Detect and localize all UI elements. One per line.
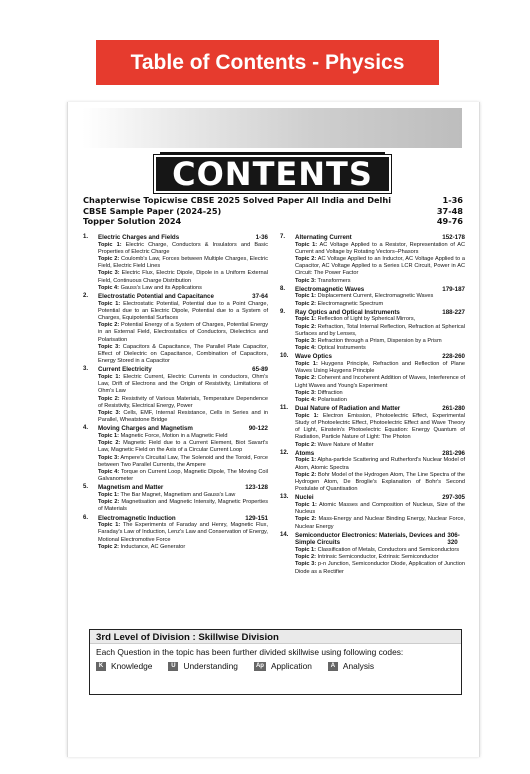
topic-line [98,301,268,323]
chapter-body [98,234,268,292]
topic-text: Magnetic Field due to a Current Element, Biot Savart's Law, Magnetic Field on the Axis of a Circular Current Loop [98,440,268,454]
topic-label: Topic 2: [295,516,317,523]
topic-label: Topic 2: [98,395,120,402]
top-item-title: Chapterwise Topicwise CBSE 2025 Solved Paper All India and Delhi [83,195,392,205]
topic-line [295,293,465,300]
chapter-entry [83,293,268,365]
topic-text: Cells, EMF, Internal Resistance, Cells in Series and in Parallel, Wheatstone Bridge [98,410,268,424]
chapter-pages: 281-296 [442,449,465,457]
topic-text: Displacement Current, Electromagnetic Waves [316,293,434,300]
topic-line [98,410,268,424]
top-item-pages: 49-76 [436,216,463,226]
topic-label: Topic 3: [295,277,317,284]
topic-text: Bohr Model of the Hydrogen Atom, The Line Spectra of the Hydrogen Atom, De Broglie's Explanation of Bohr's Second Postulate of Quantisation [295,471,465,493]
chapter-entry [83,234,268,292]
chapter-number: 3. [83,366,89,373]
contents-page [67,102,480,757]
topic-text: Coulomb's Law, Forces between Multiple Charges, Electric Field, Electric Field Lines [98,256,268,270]
topic-label: Topic 1: [295,547,317,554]
chapter-pages: 37-64 [252,293,268,301]
topic-label: Topic 1: [98,241,122,248]
topic-text: Magnetisation and Magnetic Intensity, Magnetic Properties of Materials [98,499,268,513]
topic-text: Electric Current, Electric Currents in conductors, Ohm's Law, Drift of Electrons and the Origin of Resistivity, Limitations of Ohm's Law [98,374,268,395]
topic-line [295,345,465,352]
topic-label: Topic 3: [98,454,120,461]
chapter-heading [295,353,465,361]
topic-line [295,547,465,554]
topic-label: Topic 2: [98,322,120,329]
topic-label: Topic 2: [98,543,120,550]
topic-line [98,242,268,256]
skillwise-description: Each Question in the topic has been further divided skillwise using following codes: [96,647,404,657]
chapter-pages: 261-280 [442,405,465,413]
chapter-heading [295,405,465,413]
chapter-pages: 123-128 [245,484,268,492]
chapter-title: Current Electricity [98,366,152,374]
chapter-number: 8. [280,285,286,292]
topic-line [295,516,465,530]
chapter-body [98,515,268,551]
topic-line [295,256,465,278]
top-item-title: Topper Solution 2024 [83,216,182,226]
topic-label: Topic 3: [295,338,317,345]
top-item [83,216,463,227]
topic-line [295,301,465,308]
topic-line [98,455,268,469]
chapter-body [98,366,268,424]
chapter-body [295,286,465,308]
top-item-pages: 37-48 [436,205,463,216]
topic-label: Topic 2: [295,554,317,561]
chapter-body [98,484,268,513]
topic-text: The Bar Magnet, Magnetism and Gauss's Law [119,492,236,499]
chapter-pages: 179-187 [442,285,465,293]
topic-label: Topic 2: [295,256,317,262]
topic-label: Topic 1: [295,293,317,300]
topic-label: Topic 3: [98,410,121,417]
decorative-header-bar [82,108,462,148]
topic-text: Wave Nature of Matter [316,441,374,448]
chapter-heading [295,234,465,242]
topic-text: Polarisation [316,397,347,404]
chapter-entry [83,366,268,424]
code-label: Analysis [342,661,375,671]
topic-line [295,472,465,494]
chapter-body [295,494,465,530]
chapter-entry [83,425,268,483]
top-item [83,195,463,206]
topic-text: Electric Flux, Electric Dipole, Dipole in a Uniform External Field, Continuous Charge Distribution [98,270,268,284]
chapter-title: Magnetism and Matter [98,484,164,492]
contents-heading: CONTENTS [154,155,391,193]
topic-line [98,285,268,292]
chapter-body [295,532,465,576]
chapter-title: Ray Optics and Optical Instruments [295,308,400,316]
skill-codes [90,659,461,673]
topic-label: Topic 2: [295,471,317,478]
topic-text: Optical Instruments [316,345,366,352]
topic-label: Topic 1: [98,374,121,381]
topic-label: Topic 3: [295,561,317,568]
chapter-title: Electric Charges and Fields [98,234,180,241]
topic-line [295,502,465,516]
chapter-number: 7. [280,234,286,240]
topic-text: p-n Junction, Semiconductor Diode, Application of Junction Diode as a Rectifier [295,561,466,575]
chapter-number: 14. [280,531,289,538]
top-item-pages: 1-36 [442,195,463,205]
topic-label: Topic 1: [295,241,318,248]
chapter-number: 10. [280,353,289,360]
topic-text: The Experiments of Faraday and Henry, Magnetic Flux, Faraday's Law of Induction, Lenz's Law and Conservation of Energy, Motional Electromotive Force [98,522,268,543]
topic-text: Magnetic Force, Motion in a Magnetic Field [119,433,228,440]
topic-text: Potential Energy of a System of Charges, Potential Energy in an External Field, Electrostatics of Conductors, Dielectrics and Polarisation [98,322,268,343]
right-chapter-column [280,234,465,577]
topic-text: Intrinsic Semiconductor, Extrinsic Semiconductor [316,554,439,561]
top-item [83,206,463,217]
skillwise-title: 3rd Level of Division : Skillwise Division [90,630,461,644]
page-banner: Table of Contents - Physics [96,40,439,85]
topic-label: Topic 2: [295,375,317,382]
topic-line [98,544,268,551]
topic-text: Mass-Energy and Nuclear Binding Energy, Nuclear Force, Nuclear Energy [295,516,465,530]
topic-label: Topic 4: [98,284,120,291]
topic-text: Ampere's Circuital Law, The Solenoid and the Toroid, Force between Two Parallel Currents, the Ampere [98,454,268,468]
topic-line [295,397,465,404]
chapter-heading [295,450,465,458]
topic-line [295,316,465,323]
topic-text: AC Voltage Applied to an Inductor, AC Voltage Applied to a Capacitor, AC Voltage Applied to a Series LCR Circuit, Power in AC Circuit: The Power Factor [295,256,465,277]
chapter-pages: 297-305 [442,494,465,502]
chapter-entry [280,234,465,285]
chapter-number: 5. [83,484,89,491]
chapter-pages: 90-122 [248,425,268,433]
chapter-heading [295,532,465,547]
chapter-entry [280,405,465,449]
chapter-entry [280,450,465,494]
chapter-heading [295,494,465,502]
skill-code-knowledge [96,661,152,671]
topic-line [98,396,268,410]
chapter-number: 13. [280,494,289,501]
topic-line [295,457,465,471]
chapter-title: Alternating Current [295,234,352,241]
topic-text: Electromagnetic Spectrum [316,300,384,307]
chapter-body [295,234,465,285]
topic-line [295,413,465,442]
chapter-pages: 65-89 [252,366,268,374]
chapter-pages: 129-151 [245,514,268,522]
topic-text: Inductance, AC Generator [119,543,186,550]
topic-line [295,338,465,345]
topic-text: Huygens Principle, Refraction and Reflection of Plane Waves Using Huygens Principle [295,361,466,375]
chapter-pages: 152-178 [442,234,465,241]
skill-code-analysis [328,661,374,671]
chapter-heading [98,293,268,301]
topic-label: Topic 1: [295,502,317,509]
chapter-heading [295,309,465,317]
chapter-heading [98,366,268,374]
chapter-number: 9. [280,308,286,315]
chapter-title: Moving Charges and Magnetism [98,425,193,433]
topic-line [295,242,465,256]
topic-text: Coherent and Incoherent Addition of Waves, Interference of Light Waves and Young's Experiment [295,375,465,389]
topic-line [295,442,465,449]
topic-line [295,278,465,285]
topic-line [295,361,465,375]
code-label: Understanding [183,661,238,671]
chapter-body [98,425,268,483]
chapter-title: Atoms [295,449,315,457]
chapter-heading [98,425,268,433]
topic-text: Reflection of Light by Spherical Mirrors, [316,316,416,323]
chapter-entry [280,494,465,530]
topic-label: Topic 2: [295,441,317,448]
left-chapter-column [83,234,268,577]
topic-label: Topic 3: [98,343,121,350]
chapter-body [295,450,465,494]
chapter-heading [98,515,268,523]
skillwise-division-box [89,629,462,695]
topic-label: Topic 4: [295,345,317,352]
topic-label: Topic 1: [295,412,319,419]
chapter-title: Electromagnetic Induction [98,514,176,522]
chapter-body [295,405,465,449]
topic-line [98,492,268,499]
chapter-heading [98,484,268,492]
topic-line [98,499,268,513]
chapter-title: Semiconductor Electronics: Materials, Devices and Simple Circuits [295,531,446,547]
topic-line [98,344,268,366]
topic-label: Topic 1: [98,300,121,307]
skill-code-application [254,661,312,671]
code-badge: A [328,662,338,671]
topic-label: Topic 2: [98,499,120,506]
chapter-number: 4. [83,425,89,432]
chapter-body [295,309,465,353]
chapter-entry [83,484,268,513]
chapter-title: Electrostatic Potential and Capacitance [98,293,214,301]
code-badge: U [168,662,178,671]
topic-text: Atomic Masses and Composition of Nucleus, Size of the Nucleus [295,502,465,516]
chapter-entry [83,515,268,551]
topic-label: Topic 1: [98,522,121,529]
topic-text: Refraction through a Prism, Dispersion by a Prism [316,338,442,345]
topic-line [98,522,268,544]
chapter-entry [280,353,465,404]
chapter-pages: 228-260 [442,353,465,361]
topic-text: Torque on Current Loop, Magnetic Dipole, The Moving Coil Galvanometer [98,469,268,483]
topic-line [295,554,465,561]
topic-label: Topic 1: [295,457,317,464]
chapter-heading [295,286,465,294]
topic-text: Diffraction [316,389,343,396]
topic-text: Classification of Metals, Conductors and Semiconductors [316,547,460,554]
chapter-entry [280,286,465,308]
topic-line [295,375,465,389]
chapter-entry [280,532,465,576]
topic-text: AC Voltage Applied to a Resistor, Representation of AC Current and Voltage by Rotating Vectors–Phasors [295,241,465,255]
topic-line [98,433,268,440]
chapter-entry [280,309,465,353]
topic-text: Refraction, Total Internal Reflection, Refraction at Spherical Surfaces and by Lenses, [295,323,465,337]
topic-text: Electric Charge, Conductors & Insulators and Basic Properties of Electric Charge [98,241,268,255]
chapter-number: 12. [280,449,289,456]
topic-text: Transformers [316,277,351,284]
skill-code-understanding [168,661,237,671]
chapter-body [295,353,465,404]
topic-line [98,256,268,270]
chapter-pages: 306-320 [447,531,460,547]
topic-line [98,440,268,454]
topic-text: Capacitors & Capacitance, The Parallel Plate Capacitor, Effect of Dielectric on Capacitance, Combination of Capacitors, Energy Stored in a Capacitor [98,343,269,365]
top-item-title: CBSE Sample Paper (2024-25) [83,205,222,216]
topic-label: Topic 1: [98,492,120,499]
chapter-pages: 1-36 [255,234,268,241]
topic-label: Topic 2: [98,256,120,262]
topic-label: Topic 2: [295,300,317,307]
chapter-number: 6. [83,514,89,521]
topic-label: Topic 3: [98,270,120,277]
chapter-title: Wave Optics [295,353,332,361]
code-label: Application [270,661,312,671]
topic-line [98,374,268,396]
topic-label: Topic 2: [295,323,317,330]
chapter-heading [98,234,268,242]
chapter-number: 1. [83,234,89,240]
chapter-title: Nuclei [295,494,314,502]
topic-text: Resistivity of Various Materials, Temperature Dependence of Resistivity, Electrical Energy, Power [98,395,268,409]
chapter-body [98,293,268,365]
topic-label: Topic 2: [98,440,121,447]
chapter-columns [83,234,465,577]
topic-text: Electrostatic Potential, Potential due to a Point Charge, Potential due to an Electric Dipole, Potential due to a System of Charges, Equipotential Surfaces [98,300,269,322]
topic-label: Topic 1: [295,316,317,323]
topic-text: Electron Emission, Photoelectric Effect, Experimental Study of Photoelectric Effect, Photoelectric Effect and Wave Theory of Light, Einstein's Photoelectric Equation: Energy Quantum of Radiation, Particle Nature of Light: The Photon [295,412,466,441]
code-badge: K [96,662,106,671]
chapter-title: Electromagnetic Waves [295,285,365,293]
topic-line [295,324,465,338]
chapter-number: 2. [83,293,89,300]
code-badge: Ap [255,662,264,669]
topic-label: Topic 1: [98,433,120,440]
topic-label: Topic 4: [295,397,317,404]
topic-line [295,561,465,575]
topic-text: Alpha-particle Scattering and Rutherford's Nuclear Model of Atom, Atomic Spectra [295,457,465,471]
chapter-number: 11. [280,405,289,412]
chapter-title: Dual Nature of Radiation and Matter [295,405,401,413]
topic-line [98,469,268,483]
topic-text: Gauss's Law and its Applications [119,284,202,291]
topic-label: Topic 4: [98,469,120,476]
top-items-list [83,195,463,227]
topic-line [295,390,465,397]
chapter-pages: 188-227 [442,308,465,316]
code-label: Knowledge [111,661,153,671]
topic-line [98,322,268,344]
topic-line [98,270,268,284]
topic-label: Topic 1: [295,361,318,368]
topic-label: Topic 3: [295,389,317,396]
